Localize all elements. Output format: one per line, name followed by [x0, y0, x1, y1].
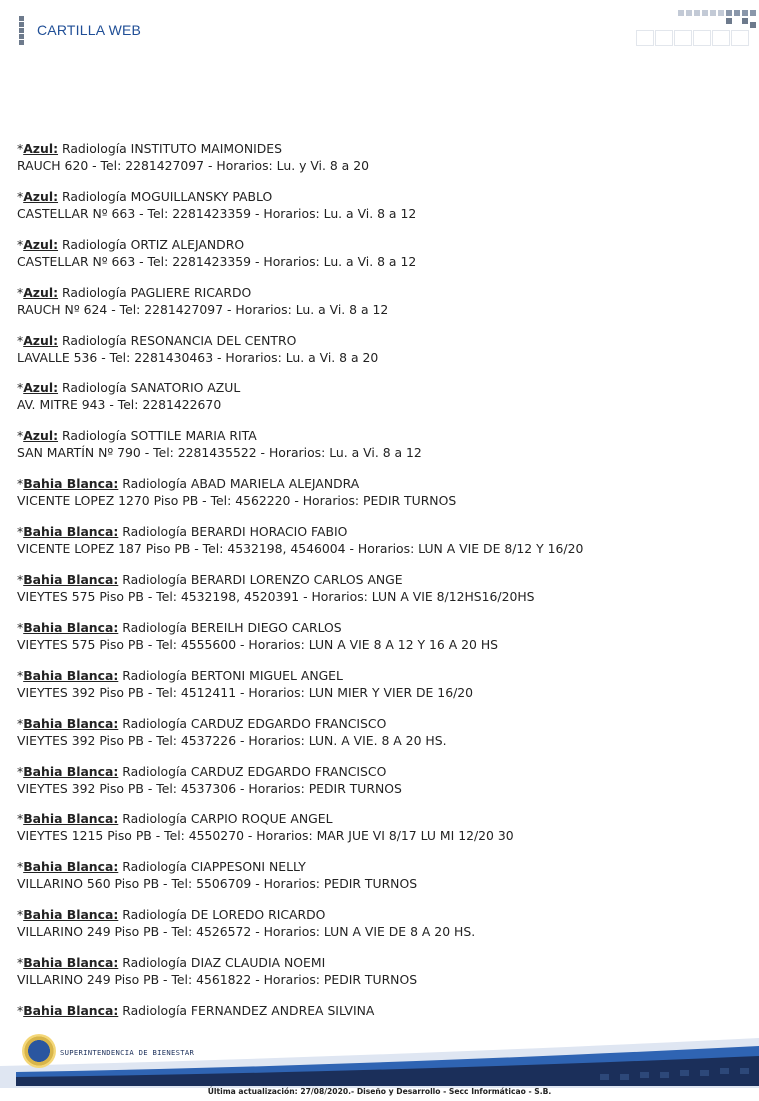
provider-heading: *Azul: Radiología INSTITUTO MAIMONIDES [17, 141, 282, 156]
provider-details: AV. MITRE 943 - Tel: 2281422670 [17, 397, 222, 413]
list-item [17, 140, 752, 174]
provider-name: Radiología CARDUZ EDGARDO FRANCISCO [122, 763, 387, 779]
city-label: Azul: [23, 284, 59, 300]
provider-heading: *Bahia Blanca: Radiología BERARDI HORACIO FABIO [17, 524, 348, 540]
provider-heading: *Bahia Blanca: Radiología CARDUZ EDGARDO FRANCISCO [17, 763, 387, 779]
provider-heading: *Azul: Radiología PAGLIERE RICARDO [17, 284, 252, 300]
provider-name: Radiología MOGUILLANSKY PABLO [61, 188, 273, 204]
pattern-square [674, 30, 692, 46]
provider-heading: *Bahia Blanca: Radiología ABAD MARIELA ALEJANDRA [17, 476, 360, 492]
city-label: Bahia Blanca: [23, 572, 119, 588]
provider-name: Radiología SANATORIO AZUL [61, 380, 241, 396]
provider-name: Radiología CARDUZ EDGARDO FRANCISCO [122, 715, 387, 731]
pattern-square [731, 30, 749, 46]
city-label: Azul: [23, 188, 59, 204]
pattern-square [702, 10, 708, 16]
list-item [17, 332, 752, 366]
city-label: Bahia Blanca: [23, 907, 119, 923]
city-label: Bahia Blanca: [23, 476, 119, 492]
header-accent-bar [19, 16, 24, 46]
provider-heading: *Azul: Radiología SOTTILE MARIA RITA [17, 428, 257, 444]
provider-details: SAN MARTÍN Nº 790 - Tel: 2281435522 - Horarios: Lu. a Vi. 8 a 12 [17, 445, 422, 461]
provider-heading: *Bahia Blanca: Radiología BERTONI MIGUEL ANGEL [17, 667, 343, 683]
city-label: Bahia Blanca: [23, 619, 119, 635]
city-label: Bahia Blanca: [23, 715, 119, 731]
provider-name: Radiología DE LOREDO RICARDO [122, 907, 326, 923]
provider-list [17, 140, 752, 1033]
pattern-square [686, 10, 692, 16]
provider-heading: *Bahia Blanca: Radiología CARPIO ROQUE ANGEL [17, 811, 333, 827]
list-item [17, 1002, 752, 1019]
pattern-square [678, 10, 684, 16]
provider-name: Radiología BEREILH DIEGO CARLOS [122, 619, 342, 635]
provider-name: Radiología PAGLIERE RICARDO [61, 284, 252, 300]
city-label: Bahia Blanca: [23, 811, 119, 827]
last-updated-note: Última actualización: 27/08/2020.- Diseño y Desarrollo - Secc Informáticao - S.B. [207, 1087, 552, 1096]
list-item [17, 236, 752, 270]
city-label: Azul: [23, 380, 59, 396]
pattern-square [693, 30, 711, 46]
pattern-square [712, 30, 730, 46]
provider-name: Radiología FERNANDEZ ANDREA SILVINA [122, 1003, 375, 1019]
provider-details: LAVALLE 536 - Tel: 2281430463 - Horarios: Lu. a Vi. 8 a 20 [17, 349, 379, 365]
provider-name: Radiología CARPIO ROQUE ANGEL [122, 811, 333, 827]
provider-details: VICENTE LOPEZ 1270 Piso PB - Tel: 4562220 - Horarios: PEDIR TURNOS [17, 493, 457, 509]
pattern-square [742, 10, 748, 16]
provider-heading: *Azul: Radiología SANATORIO AZUL [17, 380, 241, 396]
provider-heading: *Bahia Blanca: Radiología CIAPPESONI NELLY [17, 859, 306, 875]
provider-details: VIEYTES 392 Piso PB - Tel: 4537226 - Horarios: LUN. A VIE. 8 A 20 HS. [17, 732, 447, 748]
city-label: Azul: [23, 236, 59, 252]
pattern-square [750, 22, 756, 28]
provider-details: CASTELLAR Nº 663 - Tel: 2281423359 - Horarios: Lu. a Vi. 8 a 12 [17, 253, 417, 269]
list-item [17, 906, 752, 940]
provider-name: Radiología BERTONI MIGUEL ANGEL [122, 667, 343, 683]
city-label: Azul: [23, 141, 59, 156]
list-item [17, 284, 752, 318]
provider-details: VILLARINO 249 Piso PB - Tel: 4561822 - Horarios: PEDIR TURNOS [17, 972, 418, 988]
city-label: Bahia Blanca: [23, 667, 119, 683]
page-header [0, 0, 759, 60]
list-item [17, 858, 752, 892]
pattern-square [718, 10, 724, 16]
provider-name: Radiología BERARDI HORACIO FABIO [122, 524, 348, 540]
city-label: Azul: [23, 332, 59, 348]
provider-name: Radiología BERARDI LORENZO CARLOS ANGE [122, 572, 403, 588]
city-label: Bahia Blanca: [23, 1003, 119, 1019]
provider-name: Radiología ORTIZ ALEJANDRO [61, 236, 245, 252]
seal-logo-icon [22, 1034, 56, 1068]
city-label: Azul: [23, 428, 59, 444]
provider-details: VIEYTES 1215 Piso PB - Tel: 4550270 - Horarios: MAR JUE VI 8/17 LU MI 12/20 30 [17, 828, 514, 844]
provider-details: VIEYTES 392 Piso PB - Tel: 4537306 - Horarios: PEDIR TURNOS [17, 780, 402, 796]
list-item [17, 571, 752, 605]
provider-heading: *Azul: Radiología ORTIZ ALEJANDRO [17, 236, 245, 252]
city-label: Bahia Blanca: [23, 763, 119, 779]
provider-details: RAUCH Nº 624 - Tel: 2281427097 - Horarios: Lu. a Vi. 8 a 12 [17, 301, 389, 317]
page-title: CARTILLA WEB [37, 22, 142, 38]
list-item [17, 667, 752, 701]
pattern-square [726, 18, 732, 24]
provider-details: VIEYTES 575 Piso PB - Tel: 4532198, 4520391 - Horarios: LUN A VIE 8/12HS16/20HS [17, 589, 535, 605]
provider-details: RAUCH 620 - Tel: 2281427097 - Horarios: Lu. y Vi. 8 a 20 [17, 158, 369, 173]
provider-name: Radiología CIAPPESONI NELLY [122, 859, 306, 875]
provider-heading: *Bahia Blanca: Radiología BEREILH DIEGO CARLOS [17, 619, 342, 635]
pattern-square [710, 10, 716, 16]
list-item [17, 523, 752, 557]
list-item [17, 379, 752, 413]
provider-heading: *Azul: Radiología MOGUILLANSKY PABLO [17, 188, 273, 204]
list-item [17, 763, 752, 797]
provider-name: Radiología INSTITUTO MAIMONIDES [61, 141, 282, 156]
pattern-square [726, 10, 732, 16]
provider-details: CASTELLAR Nº 663 - Tel: 2281423359 - Horarios: Lu. a Vi. 8 a 12 [17, 205, 417, 221]
pattern-square [636, 30, 654, 46]
provider-details: VIEYTES 392 Piso PB - Tel: 4512411 - Horarios: LUN MIER Y VIER DE 16/20 [17, 684, 474, 700]
agency-name: SUPERINTENDENCIA DE BIENESTAR [60, 1048, 195, 1057]
provider-name: Radiología DIAZ CLAUDIA NOEMI [122, 955, 326, 971]
provider-heading: *Bahia Blanca: Radiología DE LOREDO RICARDO [17, 907, 326, 923]
city-label: Bahia Blanca: [23, 524, 119, 540]
provider-details: VILLARINO 249 Piso PB - Tel: 4526572 - Horarios: LUN A VIE DE 8 A 20 HS. [17, 924, 476, 940]
pattern-square [734, 10, 740, 16]
provider-name: Radiología RESONANCIA DEL CENTRO [61, 332, 297, 348]
pattern-square [694, 10, 700, 16]
provider-details: VICENTE LOPEZ 187 Piso PB - Tel: 4532198, 4546004 - Horarios: LUN A VIE DE 8/12 Y 16/20 [17, 541, 584, 557]
page-footer [0, 1028, 759, 1101]
city-label: Bahia Blanca: [23, 955, 119, 971]
list-item [17, 619, 752, 653]
provider-heading: *Bahia Blanca: Radiología BERARDI LORENZO CARLOS ANGE [17, 572, 403, 588]
list-item [17, 954, 752, 988]
provider-heading: *Azul: Radiología RESONANCIA DEL CENTRO [17, 332, 297, 348]
pattern-square [742, 18, 748, 24]
provider-name: Radiología ABAD MARIELA ALEJANDRA [122, 476, 360, 492]
list-item [17, 188, 752, 222]
provider-heading: *Bahia Blanca: Radiología DIAZ CLAUDIA NOEMI [17, 955, 326, 971]
list-item [17, 427, 752, 461]
header-pattern-logo [634, 10, 759, 48]
provider-heading: *Bahia Blanca: Radiología FERNANDEZ ANDREA SILVINA [17, 1003, 375, 1019]
list-item [17, 810, 752, 844]
provider-details: VILLARINO 560 Piso PB - Tel: 5506709 - Horarios: PEDIR TURNOS [17, 876, 418, 892]
provider-name: Radiología SOTTILE MARIA RITA [61, 428, 257, 444]
footer-wave-banner [0, 1028, 759, 1088]
pattern-square [655, 30, 673, 46]
city-label: Bahia Blanca: [23, 859, 119, 875]
provider-heading: *Bahia Blanca: Radiología CARDUZ EDGARDO FRANCISCO [17, 715, 387, 731]
list-item [17, 715, 752, 749]
pattern-square [750, 10, 756, 16]
provider-details: VIEYTES 575 Piso PB - Tel: 4555600 - Horarios: LUN A VIE 8 A 12 Y 16 A 20 HS [17, 636, 499, 652]
list-item [17, 475, 752, 509]
